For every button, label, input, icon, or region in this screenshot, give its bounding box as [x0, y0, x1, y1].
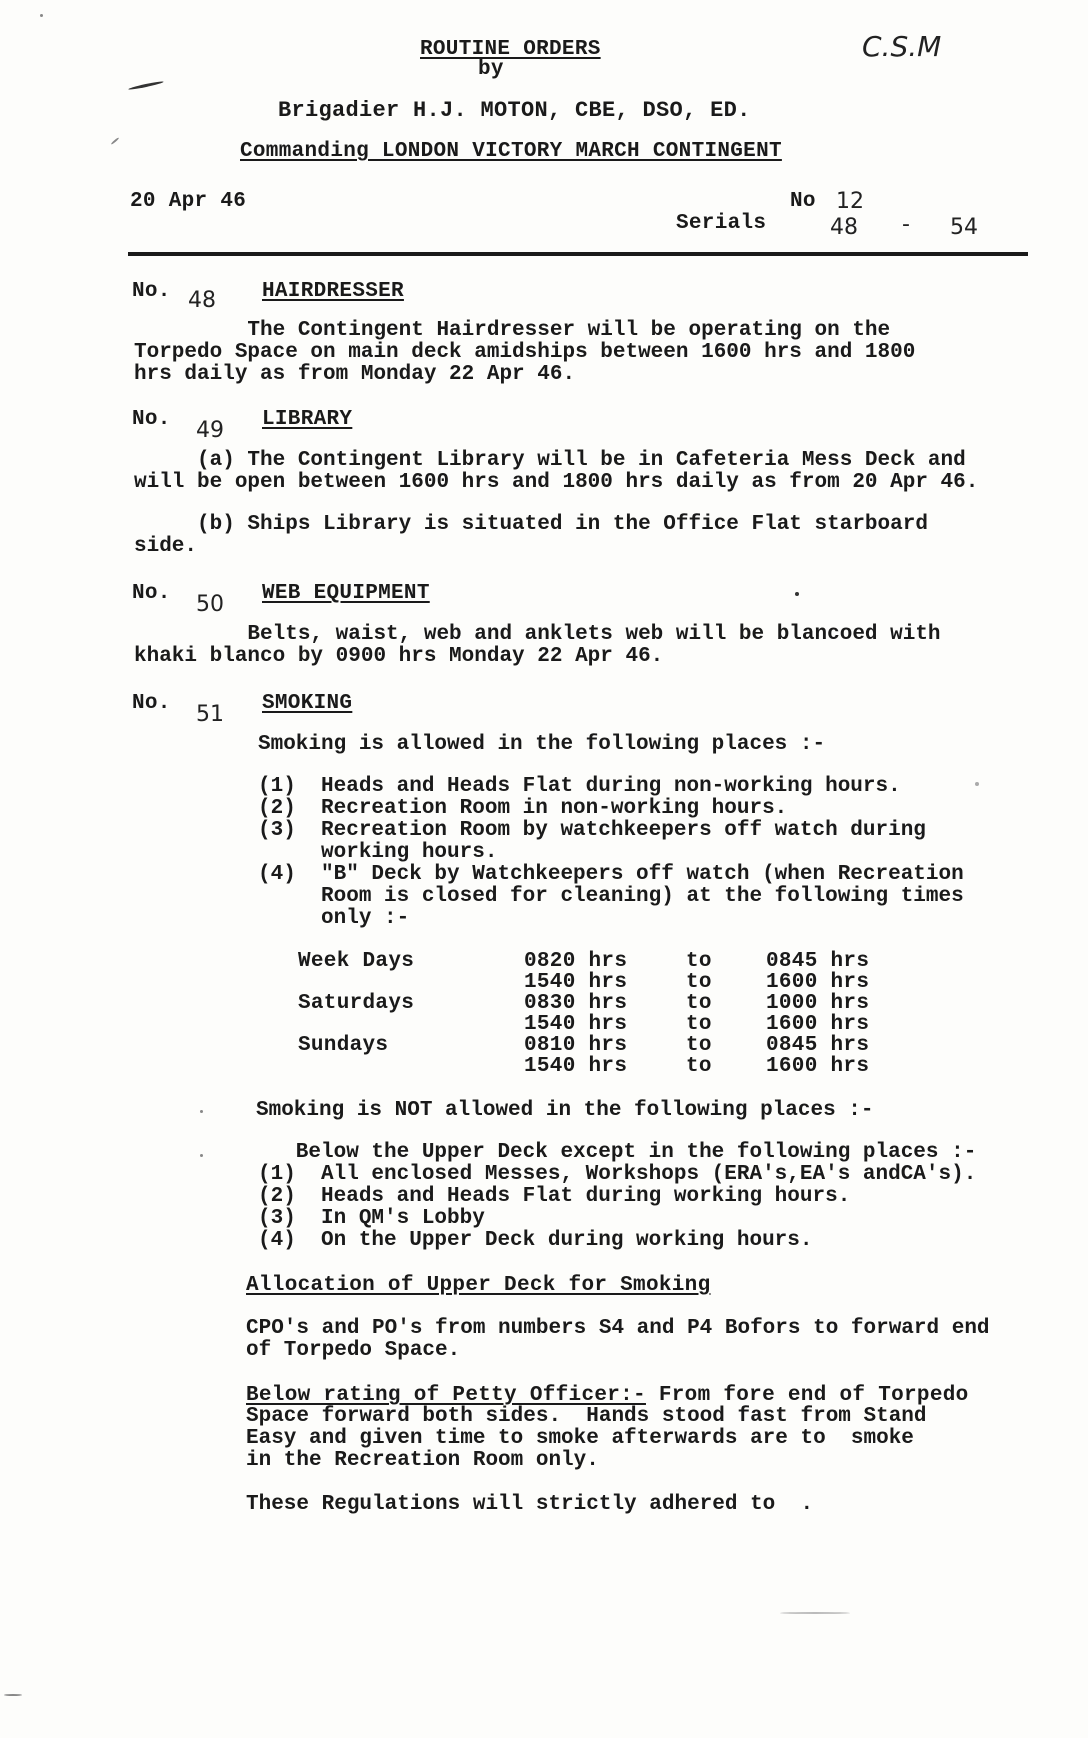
scan-mark	[200, 1154, 203, 1157]
allowed-item-3-cont: working hours.	[258, 841, 498, 864]
below-rating-line-3: Easy and given time to smoke afterwards are to smoke	[246, 1427, 914, 1450]
scan-mark	[111, 137, 120, 145]
serial-from: 48	[830, 215, 858, 240]
time-to: 1000 hrs	[766, 992, 870, 1015]
time-to: 1600 hrs	[766, 1055, 870, 1078]
allowed-item-3: (3) Recreation Room by watchkeepers off watch during	[258, 819, 926, 842]
allowed-item-4-cont: Room is closed for cleaning) at the following times	[258, 885, 964, 908]
time-from: 0810 hrs	[524, 1034, 628, 1057]
time-to: 0845 hrs	[766, 1034, 870, 1057]
library-b-line-2: side.	[134, 535, 198, 558]
section-heading-smoking: SMOKING	[262, 692, 353, 715]
library-b-line-1: (b) Ships Library is situated in the Office Flat starboard	[134, 513, 928, 536]
library-a-line-2: will be open between 1600 hrs and 1800 hrs daily as from 20 Apr 46.	[134, 471, 979, 494]
hairdresser-line-2: Torpedo Space on main deck amidships between 1600 hrs and 1800	[134, 341, 916, 364]
library-a-line-1: (a) The Contingent Library will be in Cafeteria Mess Deck and	[134, 449, 966, 472]
not-allowed-item-2: (2) Heads and Heads Flat during working hours.	[258, 1185, 851, 1208]
time-day: Week Days	[298, 950, 415, 973]
time-from: 1540 hrs	[524, 971, 628, 994]
time-from: 1540 hrs	[524, 1013, 628, 1036]
below-rating-heading: Below rating of Petty Officer:-	[246, 1384, 646, 1407]
time-to-word: to	[686, 950, 712, 973]
serial-to: 54	[950, 215, 978, 240]
time-from: 0830 hrs	[524, 992, 628, 1015]
time-to: 0845 hrs	[766, 950, 870, 973]
section-heading-library: LIBRARY	[262, 408, 353, 431]
allocation-heading: Allocation of Upper Deck for Smoking	[246, 1274, 711, 1297]
time-from: 0820 hrs	[524, 950, 628, 973]
allocation-line-1: CPO's and PO's from numbers S4 and P4 Bofors to forward end	[246, 1317, 990, 1340]
time-to: 1600 hrs	[766, 1013, 870, 1036]
header-rule	[128, 252, 1028, 256]
section-no-label: No.	[132, 408, 171, 431]
below-rating-line-4: in the Recreation Room only.	[246, 1449, 599, 1472]
order-number-label: No	[790, 190, 816, 213]
below-rating-line-2: Space forward both sides. Hands stood fast from Stand	[246, 1405, 927, 1428]
section-heading-web-equipment: WEB EQUIPMENT	[262, 582, 430, 605]
not-allowed-sub: Below the Upper Deck except in the following places :-	[258, 1141, 977, 1164]
time-day: Saturdays	[298, 992, 415, 1015]
time-day: Sundays	[298, 1034, 389, 1057]
section-number: 50	[196, 592, 224, 617]
not-allowed-item-4: (4) On the Upper Deck during working hours.	[258, 1229, 813, 1252]
handwritten-initials: C.S.M	[862, 30, 942, 63]
section-heading-hairdresser: HAIRDRESSER	[262, 280, 404, 303]
scan-mark	[975, 782, 979, 786]
scan-mark	[128, 80, 164, 90]
order-date: 20 Apr 46	[130, 190, 247, 213]
scan-mark	[4, 1694, 22, 1696]
scan-mark	[200, 1110, 203, 1113]
scan-mark	[780, 1612, 850, 1614]
not-allowed-item-3: (3) In QM's Lobby	[258, 1207, 485, 1230]
section-no-label: No.	[132, 582, 171, 605]
time-to: 1600 hrs	[766, 971, 870, 994]
by-line: by	[478, 58, 504, 81]
time-to-word: to	[686, 1055, 712, 1078]
time-to-word: to	[686, 992, 712, 1015]
allocation-line-2: of Torpedo Space.	[246, 1339, 461, 1362]
smoking-allowed-intro: Smoking is allowed in the following places :-	[258, 733, 826, 756]
time-to-word: to	[686, 1034, 712, 1057]
allowed-item-4-cont2: only :-	[258, 907, 410, 930]
serial-dash: -	[902, 212, 910, 237]
section-number: 51	[196, 702, 224, 727]
scan-mark	[795, 592, 799, 596]
time-to-word: to	[686, 971, 712, 994]
order-number-value: 12	[836, 189, 864, 214]
serials-label: Serials	[676, 212, 767, 235]
web-line-1: Belts, waist, web and anklets web will be blancoed with	[134, 623, 941, 646]
below-rating-text: From fore end of Torpedo	[645, 1384, 969, 1407]
scan-mark	[40, 14, 43, 17]
section-number: 49	[196, 418, 224, 443]
author-line: Brigadier H.J. MOTON, CBE, DSO, ED.	[278, 98, 751, 123]
time-to-word: to	[686, 1013, 712, 1036]
command-line: Commanding LONDON VICTORY MARCH CONTINGENT	[240, 140, 782, 163]
time-from: 1540 hrs	[524, 1055, 628, 1078]
below-rating-first-line	[246, 1384, 969, 1407]
section-no-label: No.	[132, 692, 171, 715]
section-number: 48	[188, 288, 216, 313]
closing-line: These Regulations will strictly adhered to .	[246, 1493, 814, 1516]
web-line-2: khaki blanco by 0900 hrs Monday 22 Apr 46.	[134, 645, 664, 668]
section-no-label: No.	[132, 280, 171, 303]
smoking-not-allowed-intro: Smoking is NOT allowed in the following places :-	[256, 1099, 874, 1122]
not-allowed-item-1: (1) All enclosed Messes, Workshops (ERA's,EA's andCA's).	[258, 1163, 977, 1186]
allowed-item-2: (2) Recreation Room in non-working hours.	[258, 797, 788, 820]
allowed-item-4: (4) "B" Deck by Watchkeepers off watch (when Recreation	[258, 863, 964, 886]
hairdresser-line-3: hrs daily as from Monday 22 Apr 46.	[134, 363, 576, 386]
allowed-item-1: (1) Heads and Heads Flat during non-working hours.	[258, 775, 901, 798]
hairdresser-line-1: The Contingent Hairdresser will be operating on the	[134, 319, 891, 342]
document-title: ROUTINE ORDERS	[420, 38, 601, 61]
